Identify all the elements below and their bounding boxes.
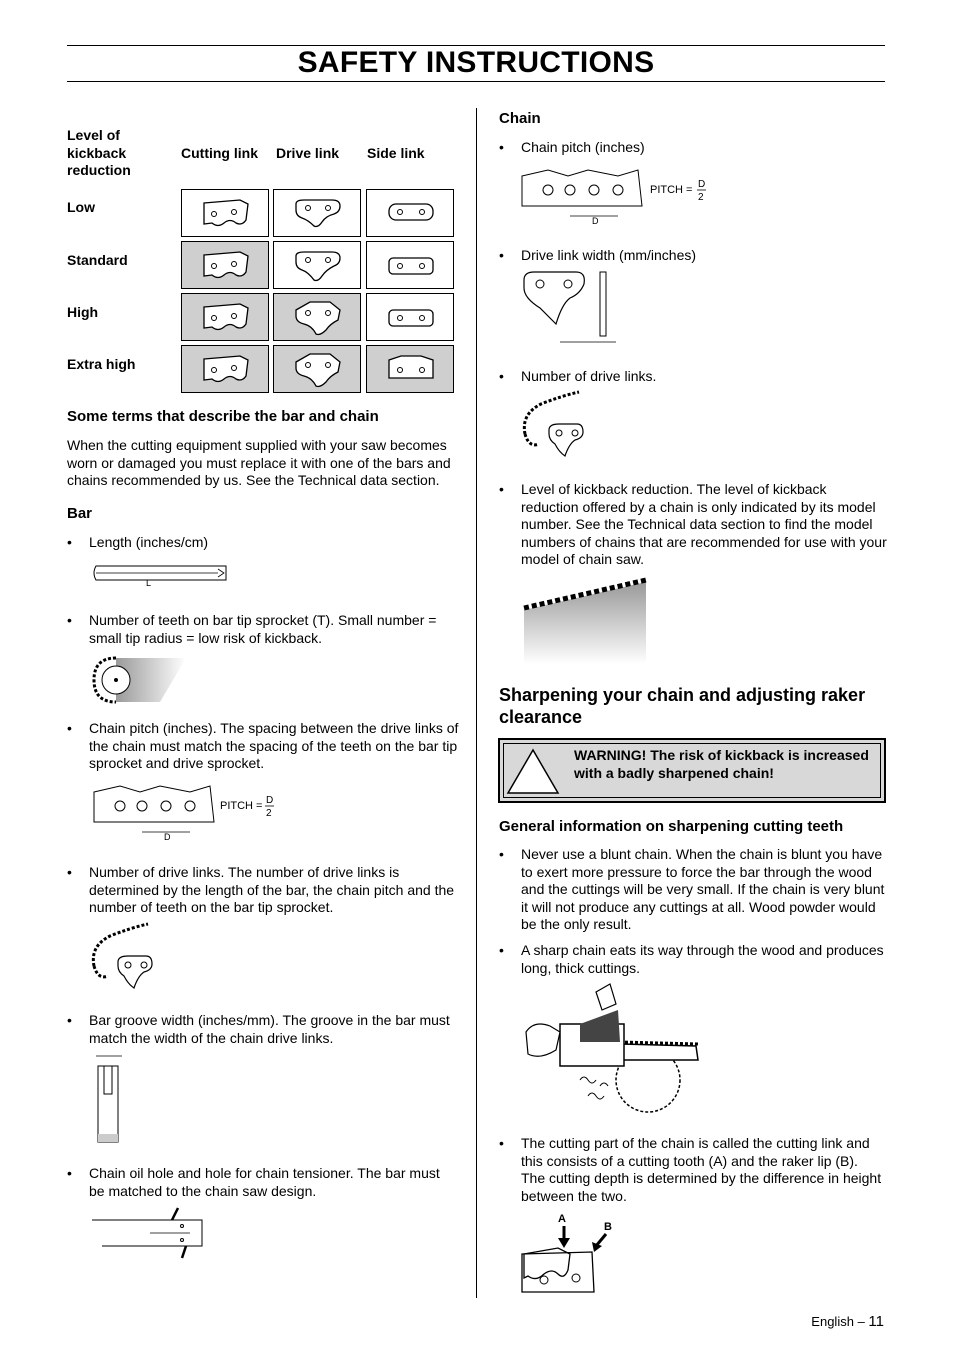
chain-drive-links-figure (519, 390, 599, 462)
svg-text:D: D (164, 832, 171, 842)
row-label-standard: Standard (67, 252, 128, 268)
svg-text:D: D (266, 795, 274, 806)
general-heading: General information on sharpening cutting teeth (499, 818, 844, 835)
sharpen-heading: Sharpening your chain and adjusting raker clearance (499, 685, 866, 727)
bar-oil-hole-figure (90, 1206, 215, 1262)
svg-text:2: 2 (266, 808, 272, 819)
svg-text:PITCH =: PITCH = (220, 800, 263, 812)
chain-pitch-figure (518, 160, 718, 228)
bar-heading: Bar (67, 505, 93, 522)
page-number: 11 (868, 1313, 884, 1330)
side-link-high-icon (366, 293, 454, 341)
bar-pitch-figure (90, 776, 290, 844)
chainsaw-cutting-figure (520, 980, 705, 1115)
cutting-link-low-icon (181, 189, 269, 237)
table-header-drive-link: Drive link (276, 145, 340, 161)
bar-length-figure (90, 558, 235, 592)
svg-text:2: 2 (698, 192, 704, 203)
footer-dash: – (857, 1314, 865, 1329)
bar-tip-sprocket-figure (90, 654, 200, 706)
side-link-standard-icon (366, 241, 454, 289)
table-header-cutting-link: Cutting link (181, 145, 258, 161)
warning-triangle-icon (506, 747, 560, 795)
cutting-link-ab-figure (518, 1208, 618, 1300)
side-link-low-icon (366, 189, 454, 237)
row-label-low: Low (67, 199, 95, 215)
side-link-extra-high-icon (366, 345, 454, 393)
table-header-side-link: Side link (367, 145, 425, 161)
cutting-link-extra-high-icon (181, 345, 269, 393)
bar-groove-figure (92, 1052, 132, 1146)
svg-text:A: A (558, 1213, 566, 1225)
table-header-level: Level of kickback reduction (67, 127, 131, 178)
svg-text:D: D (698, 179, 706, 190)
row-label-high: High (67, 304, 99, 320)
svg-text:D: D (592, 216, 599, 226)
page-footer (811, 1313, 884, 1330)
length-label: L (146, 578, 152, 588)
chain-heading: Chain (499, 110, 541, 127)
cutting-link-high-icon (181, 293, 269, 341)
drive-link-high-icon (273, 293, 361, 341)
bar-drive-links-figure (88, 922, 168, 994)
drive-link-low-icon (273, 189, 361, 237)
drive-link-standard-icon (273, 241, 361, 289)
row-label-extra-high: Extra high (67, 356, 136, 372)
svg-text:B: B (604, 1221, 612, 1233)
header-bottom-rule (67, 81, 885, 82)
terms-heading: Some terms that describe the bar and chain (67, 408, 379, 425)
footer-language: English (811, 1314, 854, 1329)
warning-box (498, 738, 886, 803)
terms-body: When the cutting equipment supplied with your saw becomes worn or damaged you must replace it with one of the bars and chains recommended by us. See the Technical data section. (67, 437, 451, 488)
cutting-link-standard-icon (181, 241, 269, 289)
drive-link-extra-high-icon (273, 345, 361, 393)
chain-kickback-figure (522, 574, 650, 666)
svg-text:PITCH =: PITCH = (650, 184, 693, 196)
warning-text: WARNING! The risk of kickback is increased with a badly sharpened chain! (574, 747, 869, 781)
column-divider (476, 108, 477, 1298)
page-title: SAFETY INSTRUCTIONS (297, 46, 655, 79)
chain-drive-link-width-figure (520, 268, 620, 350)
